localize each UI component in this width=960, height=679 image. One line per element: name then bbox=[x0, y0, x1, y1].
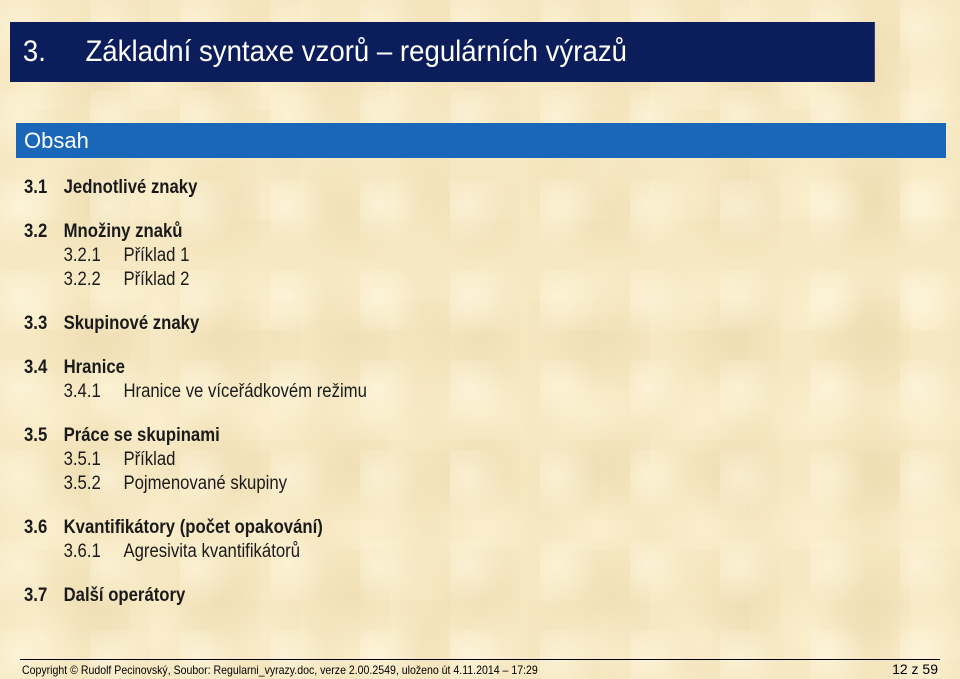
toc-label: Příklad 1 bbox=[123, 245, 190, 266]
toc-entry-3-2-1[interactable] bbox=[24, 244, 640, 268]
toc-label: Množiny znaků bbox=[63, 221, 183, 242]
footer-divider bbox=[20, 659, 940, 660]
toc-number: 3.3 bbox=[24, 313, 48, 334]
toc-number: 3.4 bbox=[24, 357, 48, 378]
chapter-title-bar bbox=[10, 22, 875, 82]
toc-label: Skupinové znaky bbox=[63, 313, 200, 334]
toc-entry-3-6[interactable] bbox=[24, 516, 640, 540]
table-of-contents bbox=[24, 176, 724, 608]
toc-label: Pojmenované skupiny bbox=[123, 473, 288, 494]
toc-label: Hranice ve víceřádkovém režimu bbox=[123, 381, 367, 402]
toc-entry-3-2-2[interactable] bbox=[24, 268, 640, 292]
toc-number: 3.6.1 bbox=[63, 541, 101, 562]
toc-number: 3.2 bbox=[24, 221, 48, 242]
toc-number: 3.2.2 bbox=[63, 269, 101, 290]
toc-number: 3.5.1 bbox=[63, 449, 101, 470]
toc-number: 3.5 bbox=[24, 425, 48, 446]
toc-label: Hranice bbox=[63, 357, 125, 378]
toc-label: Další operátory bbox=[63, 585, 186, 606]
contents-heading: Obsah bbox=[24, 128, 89, 153]
toc-entry-3-1[interactable] bbox=[24, 176, 640, 200]
chapter-number: 3. bbox=[22, 35, 46, 68]
toc-label: Agresivita kvantifikátorů bbox=[123, 541, 301, 562]
toc-entry-3-2[interactable] bbox=[24, 220, 640, 244]
toc-entry-3-5-1[interactable] bbox=[24, 448, 640, 472]
toc-entry-3-3[interactable] bbox=[24, 312, 640, 336]
toc-label: Kvantifikátory (počet opakování) bbox=[63, 517, 323, 538]
toc-entry-3-4-1[interactable] bbox=[24, 380, 640, 404]
toc-entry-3-7[interactable] bbox=[24, 584, 640, 608]
toc-entry-3-5-2[interactable] bbox=[24, 472, 640, 496]
contents-heading-bar bbox=[16, 123, 946, 158]
toc-number: 3.5.2 bbox=[63, 473, 101, 494]
toc-number: 3.7 bbox=[24, 585, 48, 606]
toc-entry-3-6-1[interactable] bbox=[24, 540, 640, 564]
chapter-title: Základní syntaxe vzorů – regulárních výrazů bbox=[85, 35, 627, 68]
toc-entry-3-4[interactable] bbox=[24, 356, 640, 380]
toc-number: 3.2.1 bbox=[63, 245, 101, 266]
footer-copyright: Copyright © Rudolf Pecinovský, Soubor: Regularni_vyrazy.doc, verze 2.00.2549, uloženo út 4.11.2014 – 17:29 bbox=[22, 663, 538, 677]
toc-label: Příklad 2 bbox=[123, 269, 190, 290]
toc-number: 3.6 bbox=[24, 517, 48, 538]
toc-entry-3-5[interactable] bbox=[24, 424, 640, 448]
toc-label: Práce se skupinami bbox=[63, 425, 220, 446]
toc-label: Jednotlivé znaky bbox=[63, 177, 198, 198]
page-number: 12 z 59 bbox=[892, 661, 938, 677]
toc-label: Příklad bbox=[123, 449, 176, 470]
toc-number: 3.4.1 bbox=[63, 381, 101, 402]
toc-number: 3.1 bbox=[24, 177, 48, 198]
